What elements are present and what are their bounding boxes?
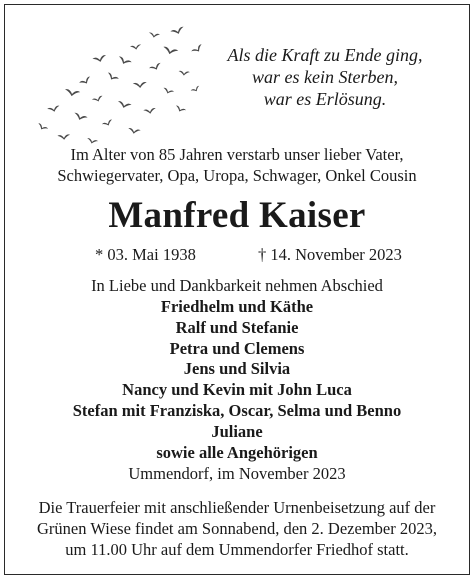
mourner-entry: Jens und Silvia <box>183 359 291 379</box>
funeral-line: Grünen Wiese findet am Sonnabend, den 2. Dezember 2023, <box>37 519 437 538</box>
funeral-details <box>0 497 474 560</box>
poem-line: Als die Kraft zu Ende ging, <box>227 45 423 65</box>
flock-of-birds-icon <box>28 20 218 150</box>
farewell-text: In Liebe und Dankbarkeit nehmen Abschied <box>91 276 383 295</box>
mourner-entry: sowie alle Angehörigen <box>156 442 318 462</box>
intro-line: Schwiegervater, Opa, Uropa, Schwager, Onkel Cousin <box>57 166 417 185</box>
death-date: † 14. November 2023 <box>258 245 402 264</box>
mourner-entry: Petra und Clemens <box>169 338 305 358</box>
birth-date: * 03. Mai 1938 <box>95 245 196 264</box>
poem-line: war es kein Sterben, <box>252 67 398 87</box>
deceased-name: Manfred Kaiser <box>108 195 366 236</box>
mourners-list <box>0 297 474 463</box>
mourner-entry: Nancy und Kevin mit John Luca <box>122 380 352 400</box>
mourner-entry: Friedhelm und Käthe <box>160 297 314 316</box>
place-and-date: Ummendorf, im November 2023 <box>128 464 346 483</box>
funeral-line: Die Trauerfeier mit anschließender Urnenbeisetzung auf der <box>38 498 436 517</box>
poem-line: war es Erlösung. <box>263 89 387 109</box>
life-dates <box>0 244 474 266</box>
poem <box>196 44 454 110</box>
mourner-entry: Ralf und Stefanie <box>175 317 299 337</box>
funeral-line: um 11.00 Uhr auf dem Ummendorfer Friedhof statt. <box>65 540 409 559</box>
mourner-entry: Juliane <box>211 421 263 441</box>
intro-line: Im Alter von 85 Jahren verstarb unser lieber Vater, <box>70 145 404 164</box>
mourner-entry: Stefan mit Franziska, Oscar, Selma und Benno <box>72 400 402 420</box>
intro-text <box>0 144 474 186</box>
